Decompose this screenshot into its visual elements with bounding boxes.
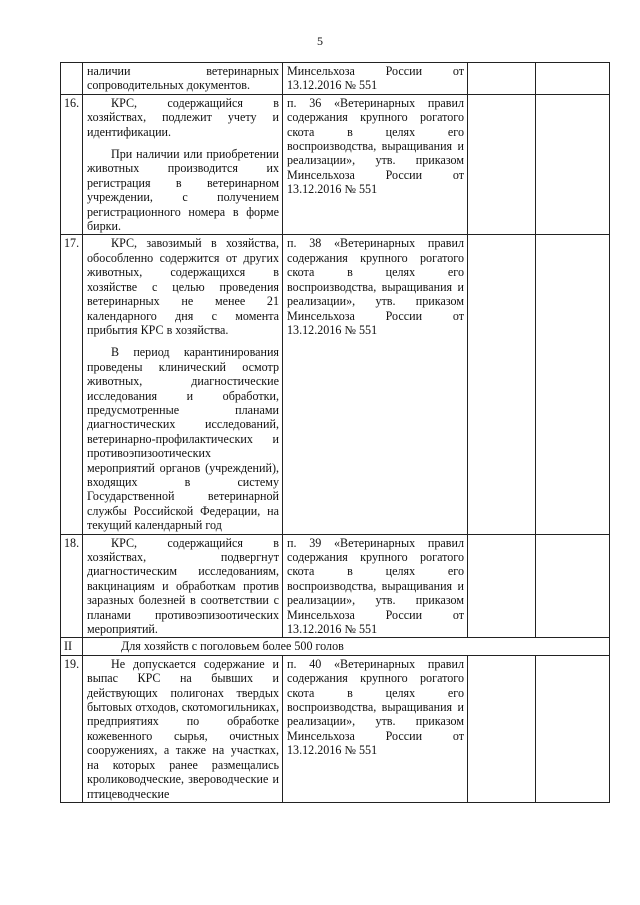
row-number-cell: 16. xyxy=(61,94,83,235)
section-number: II xyxy=(61,638,83,655)
requirement-text: При наличии или приобретении животных производится их регистрация в ветеринарном учреждении, с получением регистрационного номера в форме бирки. xyxy=(87,147,279,234)
requirement-cell xyxy=(83,63,283,95)
requirement-cell xyxy=(83,94,283,235)
answer-cell xyxy=(468,94,536,235)
table-row xyxy=(61,94,610,235)
requirement-cell xyxy=(83,655,283,802)
requirement-text: наличии ветеринарных сопроводительных документов. xyxy=(87,64,279,93)
row-number-cell: 18. xyxy=(61,534,83,638)
reference-cell: п. 39 «Ветеринарных правил содержания крупного рогатого скота в целях его воспроизводства, выращивания и реализации», утв. приказом Минсельхоза России от 13.12.2016 № 551 xyxy=(283,534,468,638)
note-cell xyxy=(536,63,610,95)
requirement-text: Не допускается содержание и выпас КРС на бывших и действующих полигонах твердых бытовых отходов, скотомогильниках, предприятиях по обработке кожевенного сырья, очистных сооружениях, а также на участках, на которых ранее размещались кролиководческие, звероводческие и птицеводческие xyxy=(87,656,279,801)
requirement-text: КРС, содержащийся в хозяйствах, подлежит учету и идентификации. xyxy=(87,95,279,139)
requirements-table xyxy=(60,62,610,803)
section-row xyxy=(61,638,610,655)
row-number-cell: 17. xyxy=(61,235,83,534)
requirement-cell xyxy=(83,534,283,638)
page-number: 5 xyxy=(317,34,323,48)
answer-cell xyxy=(468,655,536,802)
note-cell xyxy=(536,534,610,638)
answer-cell xyxy=(468,534,536,638)
table-row xyxy=(61,655,610,802)
reference-cell: п. 38 «Ветеринарных правил содержания крупного рогатого скота в целях его воспроизводства, выращивания и реализации», утв. приказом Минсельхоза России от 13.12.2016 № 551 xyxy=(283,235,468,534)
requirement-cell xyxy=(83,235,283,534)
answer-cell xyxy=(468,235,536,534)
table-row xyxy=(61,235,610,534)
answer-cell xyxy=(468,63,536,95)
table-row xyxy=(61,534,610,638)
note-cell xyxy=(536,655,610,802)
reference-cell: п. 40 «Ветеринарных правил содержания крупного рогатого скота в целях его воспроизводства, выращивания и реализации», утв. приказом Минсельхоза России от 13.12.2016 № 551 xyxy=(283,655,468,802)
row-number-cell xyxy=(61,63,83,95)
table-row xyxy=(61,63,610,95)
section-title: Для хозяйств с поголовьем более 500 голов xyxy=(83,638,610,655)
row-number-cell: 19. xyxy=(61,655,83,802)
note-cell xyxy=(536,235,610,534)
note-cell xyxy=(536,94,610,235)
requirement-text: В период карантинирования проведены клинический осмотр животных, диагностические исследования и обработки, предусмотренные планами диагностических исследований, ветеринарно-профилактических и противоэпизоотических мероприятий органов (учреждений), входящих в систему Государственной ветеринарной службы Российской Федерации, на текущий календарный год xyxy=(87,345,279,533)
reference-cell: п. 36 «Ветеринарных правил содержания крупного рогатого скота в целях его воспроизводства, выращивания и реализации», утв. приказом Минсельхоза России от 13.12.2016 № 551 xyxy=(283,94,468,235)
reference-cell: Минсельхоза России от 13.12.2016 № 551 xyxy=(283,63,468,95)
requirement-text: КРС, завозимый в хозяйства, обособленно содержится от других животных, содержащихся в хозяйстве с целью проведения ветеринарных не менее 21 календарного дня с момента прибытия КРС в хозяйства. xyxy=(87,236,279,337)
requirement-text: КРС, содержащийся в хозяйствах, подвергнут диагностическим исследованиям, вакцинациям и обработкам против заразных болезней в соответствии с планами противоэпизоотических мероприятий. xyxy=(87,535,279,637)
